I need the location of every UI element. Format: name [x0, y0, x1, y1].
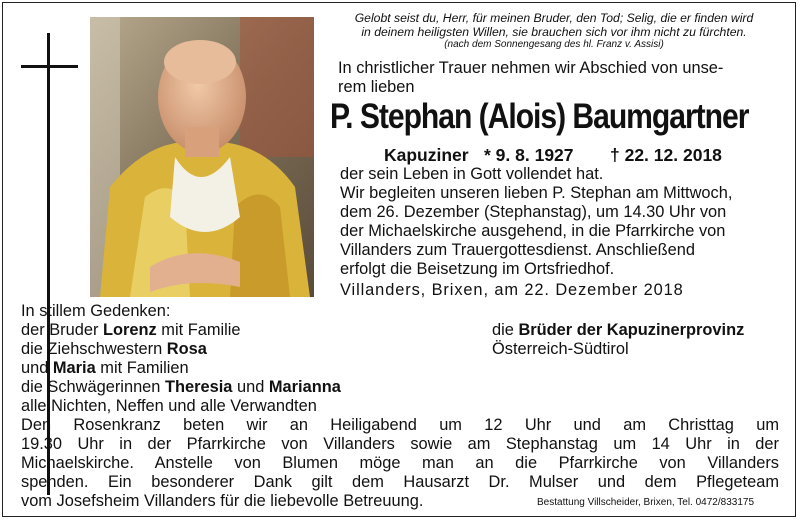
body-line: erfolgt die Beisetzung im Ortsfriedhof.	[340, 260, 615, 278]
mourner-line-right	[492, 321, 744, 340]
funeral-home-credit: Bestattung Villscheider, Brixen, Tel. 0472/833175	[537, 497, 755, 508]
cross-icon-bar	[21, 65, 78, 68]
closing-line: Michaelskirche. Anstelle von Blumen möge man an die Pfarrkirche von Villanders	[21, 454, 779, 472]
mourner-text: mit Familien	[95, 359, 189, 377]
mourner-line: alle Nichten, Neffen und alle Verwandten	[21, 397, 317, 415]
quote-line: Gelobt seist du, Herr, für meinen Bruder, den Tod; Selig, die er finden wird	[354, 11, 754, 25]
place-date: Villanders, Brixen, am 22. Dezember 2018	[340, 281, 684, 299]
body-line: der Michaelskirche ausgehend, in die Pfarrkirche von	[340, 222, 726, 240]
deceased-name: P. Stephan (Alois) Baumgartner	[330, 97, 749, 136]
closing-line: spenden. Ein besonderer Dank gilt dem Hausarzt Dr. Mulser und dem Pflegeteam	[21, 473, 779, 491]
closing-line: 19.30 Uhr in der Pfarrkirche von Villanders sowie am Stephanstag um 14 Uhr in der	[21, 435, 779, 453]
quote-source: (nach dem Sonnengesang des hl. Franz v. Assisi)	[444, 39, 664, 50]
quote-line: in deinem heiligsten Willen, sie brauchen sich vor ihm nicht zu fürchten.	[361, 25, 747, 39]
body-line: der sein Leben in Gott vollendet hat.	[340, 165, 604, 183]
body-line: Wir begleiten unseren lieben P. Stephan am Mittwoch,	[340, 184, 733, 202]
mourner-line	[21, 321, 241, 340]
mourner-name: Lorenz	[103, 321, 157, 339]
closing-line: vom Josefsheim Villanders für die liebevolle Betreuung.	[21, 492, 424, 510]
deceased-order: Kapuziner	[384, 145, 469, 165]
mourner-text: und	[232, 378, 269, 396]
body-line: Villanders zum Trauergottesdienst. Anschließend	[340, 241, 696, 259]
mourner-text: die	[492, 321, 519, 339]
mourner-line	[21, 378, 341, 397]
mourners-heading: In stillem Gedenken:	[21, 302, 171, 320]
mourner-name: Brüder der Kapuzinerprovinz	[518, 321, 745, 339]
mourner-text: die Schwägerinnen	[21, 378, 165, 396]
birth-date: * 9. 8. 1927	[484, 145, 574, 165]
mourner-text: und	[21, 359, 53, 377]
mourner-name: Rosa	[166, 340, 207, 358]
portrait-photo	[90, 17, 314, 297]
intro-line: In christlicher Trauer nehmen wir Abschied von unse-	[338, 59, 724, 77]
death-date: † 22. 12. 2018	[610, 145, 722, 165]
mourner-line-right: Österreich-Südtirol	[492, 340, 629, 358]
intro-line: rem lieben	[338, 78, 415, 96]
closing-line: Den Rosenkranz beten wir an Heiligabend um 12 Uhr und am Christtag um	[21, 416, 779, 434]
mourner-name: Marianna	[268, 378, 341, 396]
bible-quote	[330, 11, 778, 51]
mourner-line	[21, 340, 207, 359]
body-line: dem 26. Dezember (Stephanstag), um 14.30 Uhr von	[340, 203, 727, 221]
mourner-text: der Bruder	[21, 321, 103, 339]
mourner-name: Theresia	[164, 378, 233, 396]
mourner-line	[21, 359, 189, 378]
mourner-text: mit Familie	[156, 321, 241, 339]
mourner-text: die Ziehschwestern	[21, 340, 167, 358]
mourner-name: Maria	[52, 359, 96, 377]
